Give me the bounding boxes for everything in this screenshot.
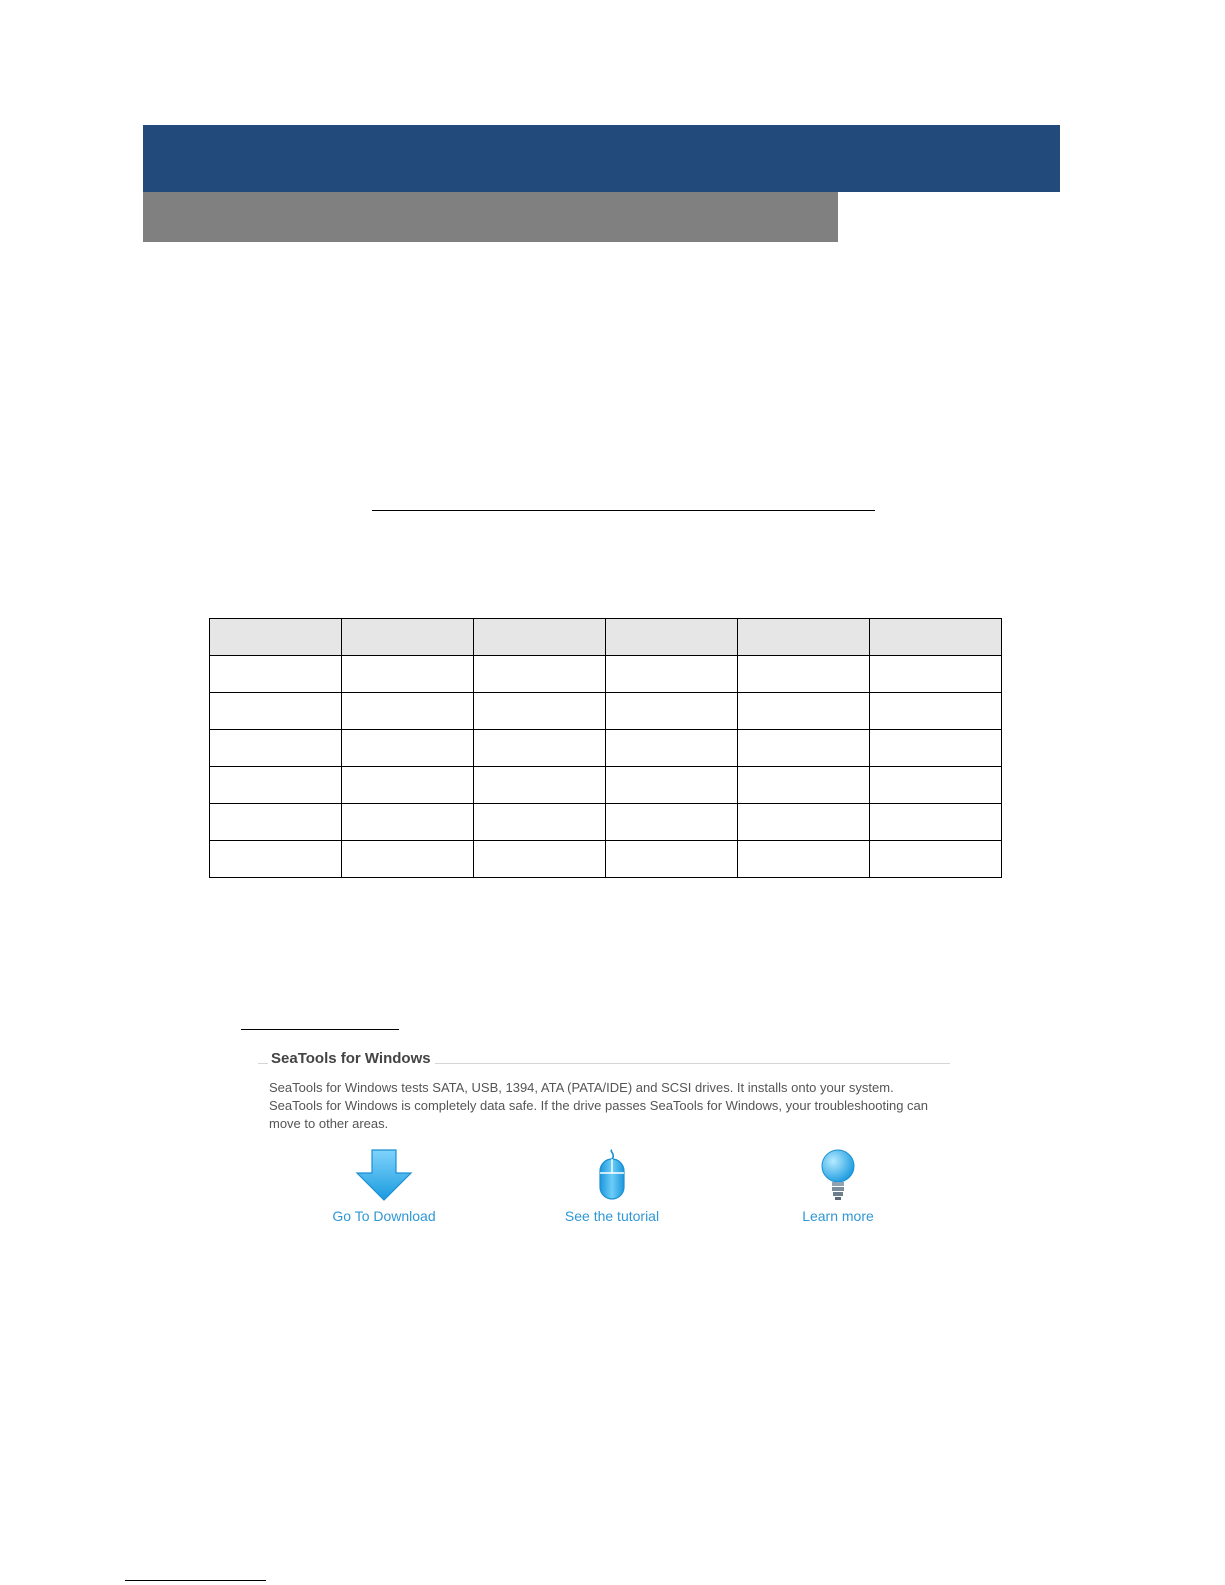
table-row bbox=[210, 693, 1002, 730]
table-cell bbox=[342, 841, 474, 878]
table-header-cell bbox=[474, 619, 606, 656]
table-cell bbox=[474, 693, 606, 730]
table-cell bbox=[474, 804, 606, 841]
table-row bbox=[210, 804, 1002, 841]
table-cell bbox=[870, 767, 1002, 804]
table-cell bbox=[738, 767, 870, 804]
table-header-row bbox=[210, 619, 1002, 656]
table-row bbox=[210, 841, 1002, 878]
table-cell bbox=[606, 730, 738, 767]
table-header-cell bbox=[870, 619, 1002, 656]
table-cell bbox=[210, 841, 342, 878]
table-cell bbox=[738, 804, 870, 841]
table-row bbox=[210, 767, 1002, 804]
table-cell bbox=[210, 767, 342, 804]
see-the-tutorial-label: See the tutorial bbox=[564, 1208, 660, 1224]
see-the-tutorial-link[interactable] bbox=[550, 1149, 674, 1224]
table-cell bbox=[342, 730, 474, 767]
table-cell bbox=[210, 804, 342, 841]
table-cell bbox=[606, 804, 738, 841]
header-banner-gray bbox=[143, 192, 838, 242]
table-cell bbox=[210, 730, 342, 767]
title-underline bbox=[372, 510, 875, 511]
panel-title: SeaTools for Windows bbox=[271, 1050, 431, 1067]
table-header-cell bbox=[738, 619, 870, 656]
footnote-separator bbox=[125, 1580, 266, 1581]
table-cell bbox=[210, 656, 342, 693]
table-cell bbox=[738, 841, 870, 878]
link-underline bbox=[241, 1029, 399, 1030]
table-cell bbox=[738, 656, 870, 693]
table-cell bbox=[606, 841, 738, 878]
table-cell bbox=[870, 730, 1002, 767]
table-row bbox=[210, 656, 1002, 693]
heading-divider-right bbox=[435, 1063, 950, 1064]
table-row bbox=[210, 730, 1002, 767]
heading-divider-left bbox=[258, 1063, 268, 1064]
table-header-cell bbox=[342, 619, 474, 656]
seatools-panel bbox=[258, 1045, 950, 1230]
table-cell bbox=[342, 767, 474, 804]
header-banner-blue bbox=[143, 125, 1060, 192]
table-cell bbox=[606, 767, 738, 804]
table-cell bbox=[474, 767, 606, 804]
table-cell bbox=[210, 693, 342, 730]
table-cell bbox=[474, 656, 606, 693]
table-cell bbox=[342, 804, 474, 841]
table-cell bbox=[738, 693, 870, 730]
download-arrow-icon bbox=[355, 1149, 413, 1201]
learn-more-link[interactable] bbox=[776, 1149, 900, 1224]
go-to-download-label: Go To Download bbox=[332, 1208, 436, 1224]
table-cell bbox=[870, 804, 1002, 841]
go-to-download-link[interactable] bbox=[322, 1149, 446, 1224]
lightbulb-icon bbox=[818, 1149, 858, 1201]
table-cell bbox=[606, 656, 738, 693]
table-cell bbox=[342, 656, 474, 693]
panel-heading bbox=[258, 1050, 950, 1070]
empty-table bbox=[209, 618, 1002, 878]
table-cell bbox=[870, 841, 1002, 878]
table-cell bbox=[474, 730, 606, 767]
table-cell bbox=[870, 693, 1002, 730]
table-cell bbox=[474, 841, 606, 878]
table-cell bbox=[870, 656, 1002, 693]
table-header-cell bbox=[606, 619, 738, 656]
table-cell bbox=[342, 693, 474, 730]
table-cell bbox=[606, 693, 738, 730]
table-header-cell bbox=[210, 619, 342, 656]
learn-more-label: Learn more bbox=[802, 1208, 874, 1224]
panel-description: SeaTools for Windows tests SATA, USB, 1394, ATA (PATA/IDE) and SCSI drives. It installs onto your system. SeaTools for Windows is completely data safe. If the drive passes SeaTools for Windows, your troubleshooting can move to other areas. bbox=[269, 1080, 928, 1131]
mouse-icon bbox=[597, 1149, 627, 1201]
table-cell bbox=[738, 730, 870, 767]
